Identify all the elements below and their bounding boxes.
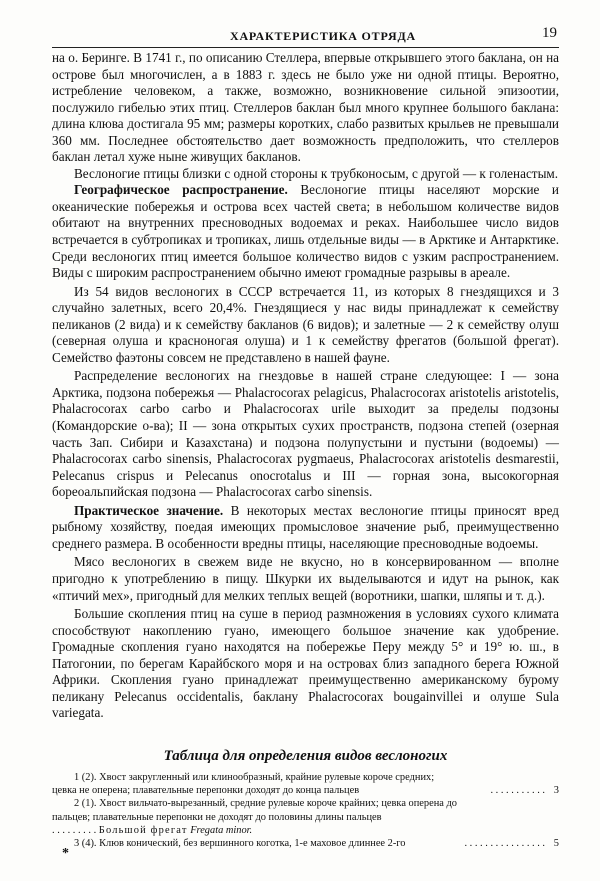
key-1-leader: . . . . . . . . . . .	[490, 785, 545, 797]
key-1-target: 3	[553, 785, 559, 797]
paragraph-7: Мясо веслоногих в свежем виде не вкусно, но в консервированном — вполне пригодно к употреблению в пищу. Шкурки их выделываются и идут на рынок, как «птичий мех», пригодный для мелких теплых вещей (воротники, шапки, шляпы и т. д.).	[52, 554, 559, 603]
running-header	[52, 23, 559, 48]
key-1-line-1: 1 (2). Хвост закругленный или клинообразный, крайние рулевые короче средних;	[74, 772, 435, 783]
paragraph-practical	[52, 503, 559, 553]
key-table-title: Таблица для определения видов веслоногих	[163, 748, 448, 764]
key-1-line-2	[52, 784, 559, 797]
paragraph-5: Распределение веслоногих на гнездовье в нашей стране следующее: I — зона Арктика, подзона побережья — Phalacrocorax pelagicus, Phalacrocorax aristotelis aristotelis, Phalacrocorax carbo carbo и Phalacrocorax urile выходит за пределы подзоны (Командорские о-ва); II — зона открытых сухих пространств, подзона степей (озерная часть Зап. Сибири и Казахстана) и подзона полупустыни и пустыни (водоемы) — Phalacrocorax carbo sinensis, Phalacrocorax pygmaeus, Phalacrocorax aristotelis desmarestii, Pelecanus crispus и Pelecanus onocrotalus и III — горная зона, высокогорная бореоальпийская подзона — Phalacrocorax carbo sinensis.	[52, 368, 559, 500]
key-3-line-1	[52, 837, 559, 850]
key-3-leader: . . . . . . . . . . . . . . . .	[464, 837, 545, 849]
key-2-line-3	[52, 824, 559, 837]
identification-key	[52, 771, 559, 850]
key-2-line-1: 2 (1). Хвост вильчато-вырезанный, средние рулевые короче крайних; цевка оперена до	[74, 798, 457, 810]
practical-heading: Практическое значение.	[74, 502, 224, 518]
distribution-text: Веслоногие птицы населяют морские и океанические побережья и острова всех частей света; в небольшом количестве видов обитают на внутренних пресноводных водоемах и реках. Наибольшее число видов встречается в субтропиках и тропиках, лишь отдельные виды — в Арктике и Антарктике. Среди веслоногих птиц имеется большое количество видов с узким распространением. Виды с широким распространением обычно имеют громадные разрывы в ареале.	[52, 182, 559, 281]
key-2-species-common: Большой фрегат	[98, 824, 188, 836]
paragraph-8: Большие скопления птиц на суше в период размножения в условиях сухого климата способствуют накоплению гуано, имеющего большое значение как удобрение. Громадные скопления гуано находятся на побережье Перу между 5° и 19° ю. ш., в Патогонии, по берегам Карайбского моря и на островах близ западного берега Южной Африки. Скопления гуано принадлежат преимущественно американскому бурому пеликану Pelecanus occidentalis, баклану Phalacrocorax bougainvillei и олуше Sula variegata.	[52, 606, 559, 721]
paragraph-4: Из 54 видов веслоногих в СССР встречается 11, из которых 8 гнездящихся и 3 случайно залетных, всего 20,4%. Гнездящиеся у нас виды принадлежат к семейству пеликанов (2 вида) и к семейству бакланов (6 видов); и залетные — 2 к семейству олуш (северная олуша и красноногая олуша) и 1 к семейству фрегатов (большой фрегат). Семейство фаэтоны совсем не представлено в нашей фауне.	[52, 283, 559, 365]
paragraph-2: Веслоногие птицы близки с одной стороны к трубконосым, с другой — к голенастым.	[74, 165, 559, 181]
body-text	[52, 50, 559, 722]
running-title: ХАРАКТЕРИСТИКА ОТРЯДА	[230, 29, 416, 43]
key-1-text: цевка не оперена; плавательные перепонки доходят до конца пальцев	[52, 785, 360, 797]
footnote-mark: *	[62, 846, 69, 861]
practical-text: В некоторых местах веслоногие птицы приносят вред рыбному хозяйству, поедая имеющих промысловое значение рыб, преимущественно среднего размера. В особенности вредны птицы, населяющие пресноводные водоемы.	[52, 502, 559, 551]
paragraph-1: на о. Беринге. В 1741 г., по описанию Стеллера, впервые открывшего этого баклана, он на острове был многочислен, а в 1883 г. здесь не было уже ни одной птицы. Вероятно, истребление человеком, а также, возможно, возникновение сильной эпизоотии, послужило гибелью этих птиц. Стеллеров баклан был много крупнее большого баклана: длина клюва достигала 95 мм; размеры коротких, слабо развитых крыльев не превышали 360 мм. Последнее обстоятельство дает возможность предположить, что стеллеров баклан летал хуже ныне живущих бакланов.	[52, 50, 559, 165]
key-2-leader: . . . . . . . . .	[52, 824, 97, 836]
distribution-heading: Географическое распространение.	[74, 182, 288, 198]
paragraph-distribution	[52, 182, 559, 281]
key-3-text: 3 (4). Клюв конический, без вершинного коготка, 1-е маховое длиннее 2-го	[74, 837, 406, 849]
page-number: 19	[542, 25, 557, 41]
key-3-target: 5	[553, 837, 559, 849]
key-2-species-latin: Fregata minor.	[190, 824, 253, 836]
key-2-line-2: пальцев; плавательные перепонки не доходят до половины длины пальцев	[52, 811, 382, 823]
